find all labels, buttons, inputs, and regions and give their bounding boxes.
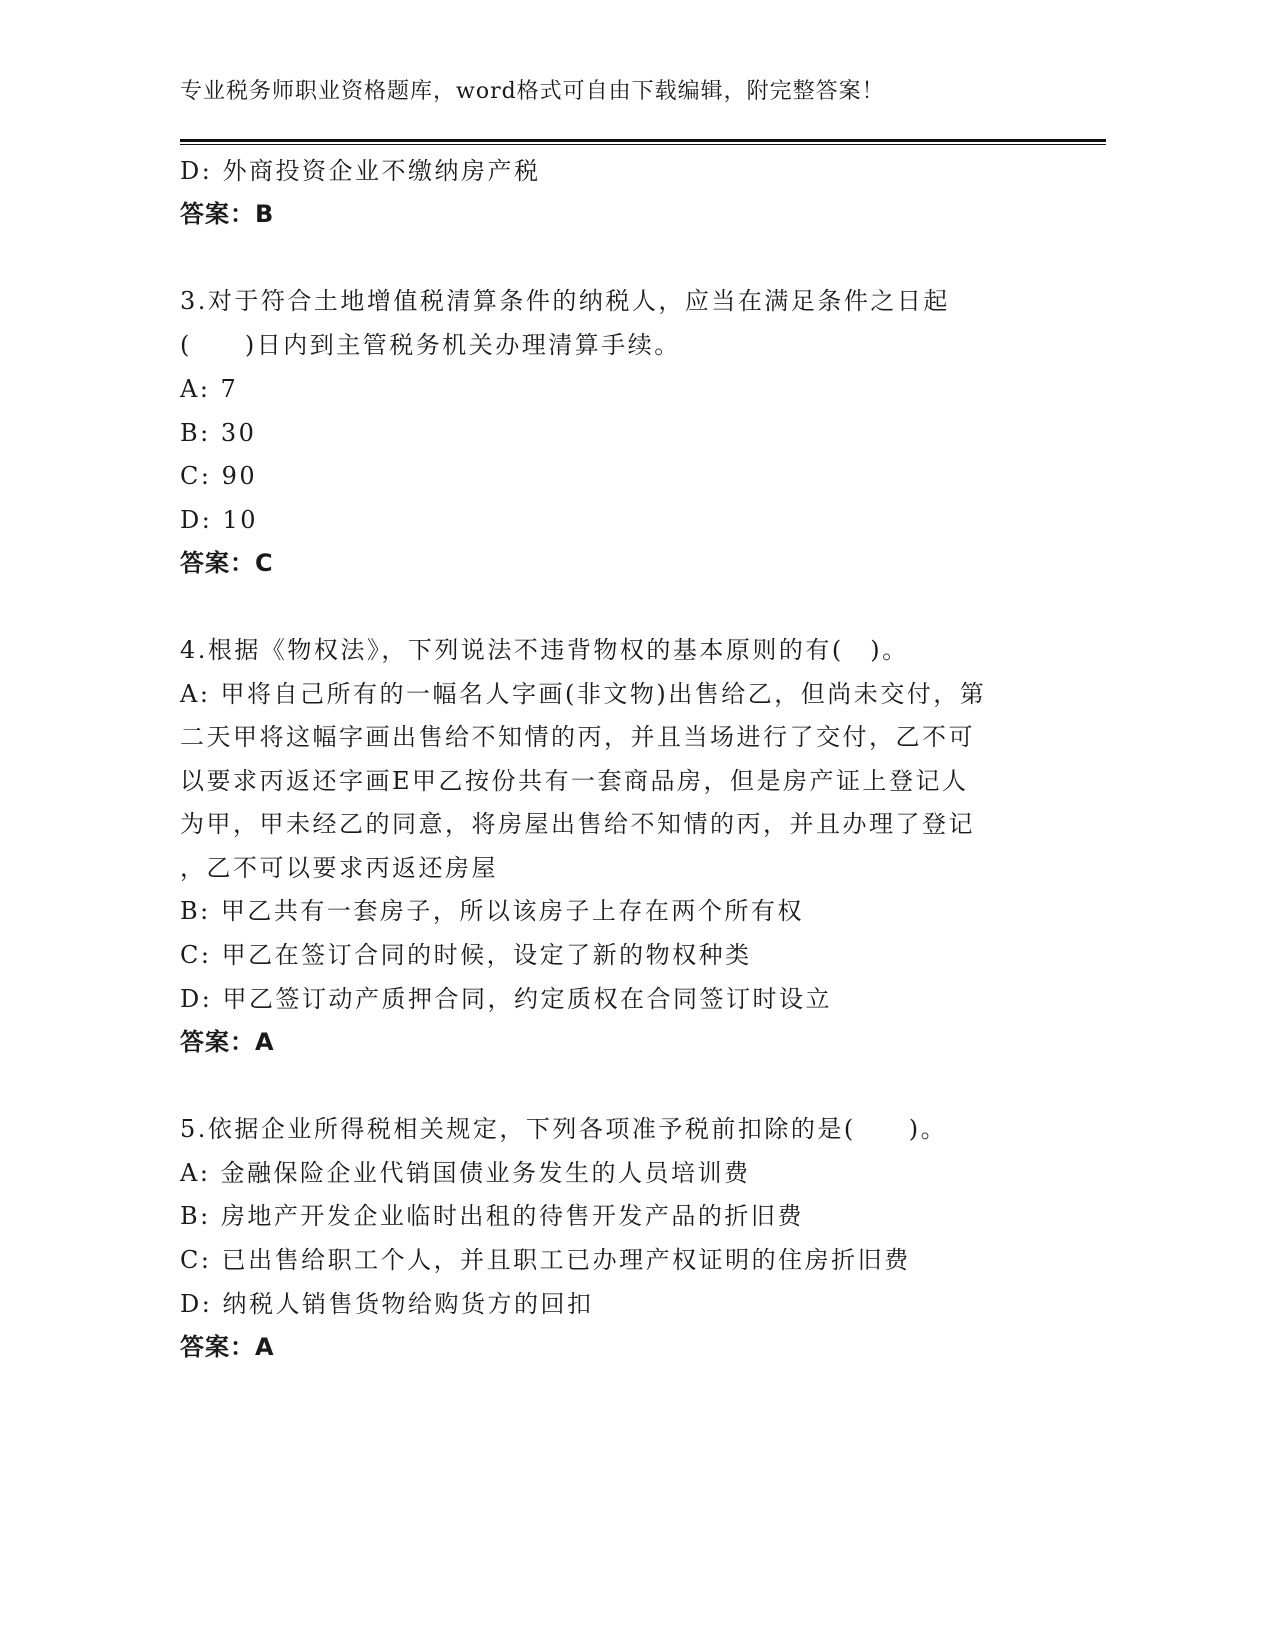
prev-option-d: D: 外商投资企业不缴纳房产税 xyxy=(180,157,541,185)
q3-option-c: C: 90 xyxy=(180,462,258,490)
q3-stem-line2: ( )日内到主管税务机关办理清算手续。 xyxy=(180,331,681,359)
header-rule-thin xyxy=(180,144,1106,145)
q4-answer: 答案：A xyxy=(180,1028,275,1056)
q4-option-a-line2: 二天甲将这幅字画出售给不知情的丙，并且当场进行了交付，乙不可 xyxy=(180,723,975,751)
prev-answer: 答案：B xyxy=(180,200,275,228)
q4-option-b: B: 甲乙共有一套房子，所以该房子上存在两个所有权 xyxy=(180,897,804,925)
q3-option-a: A: 7 xyxy=(180,375,239,403)
q4-option-a-line3: 以要求丙返还字画E甲乙按份共有一套商品房，但是房产证上登记人 xyxy=(180,767,969,795)
q3-option-b: B: 30 xyxy=(180,419,257,447)
q3-answer: 答案：C xyxy=(180,549,274,577)
q5-stem: 5.依据企业所得税相关规定，下列各项准予税前扣除的是( )。 xyxy=(180,1115,948,1143)
q4-stem: 4.根据《物权法》，下列说法不违背物权的基本原则的有( )。 xyxy=(180,636,909,664)
q5-option-a: A: 金融保险企业代销国债业务发生的人员培训费 xyxy=(180,1159,751,1187)
q4-option-a-line4: 为甲，甲未经乙的同意，将房屋出售给不知情的丙，并且办理了登记 xyxy=(180,810,975,838)
q5-option-b: B: 房地产开发企业临时出租的待售开发产品的折旧费 xyxy=(180,1202,804,1230)
q4-option-c: C: 甲乙在签订合同的时候，设定了新的物权种类 xyxy=(180,941,752,969)
page-header: 专业税务师职业资格题库，word格式可自由下载编辑，附完整答案！ xyxy=(180,79,885,104)
q4-option-a-line1: A: 甲将自己所有的一幅名人字画(非文物)出售给乙，但尚未交付，第 xyxy=(180,680,987,708)
q5-option-c: C: 已出售给职工个人，并且职工已办理产权证明的住房折旧费 xyxy=(180,1246,911,1274)
q4-option-a-line5: ，乙不可以要求丙返还房屋 xyxy=(180,854,498,882)
q3-option-d: D: 10 xyxy=(180,506,258,534)
header-rule-thick xyxy=(180,139,1106,142)
q5-answer: 答案：A xyxy=(180,1333,275,1361)
q4-option-d: D: 甲乙签订动产质押合同，约定质权在合同签订时设立 xyxy=(180,985,832,1013)
q5-option-d: D: 纳税人销售货物给购货方的回扣 xyxy=(180,1290,594,1318)
q3-stem-line1: 3.对于符合土地增值税清算条件的纳税人，应当在满足条件之日起 xyxy=(180,287,950,315)
